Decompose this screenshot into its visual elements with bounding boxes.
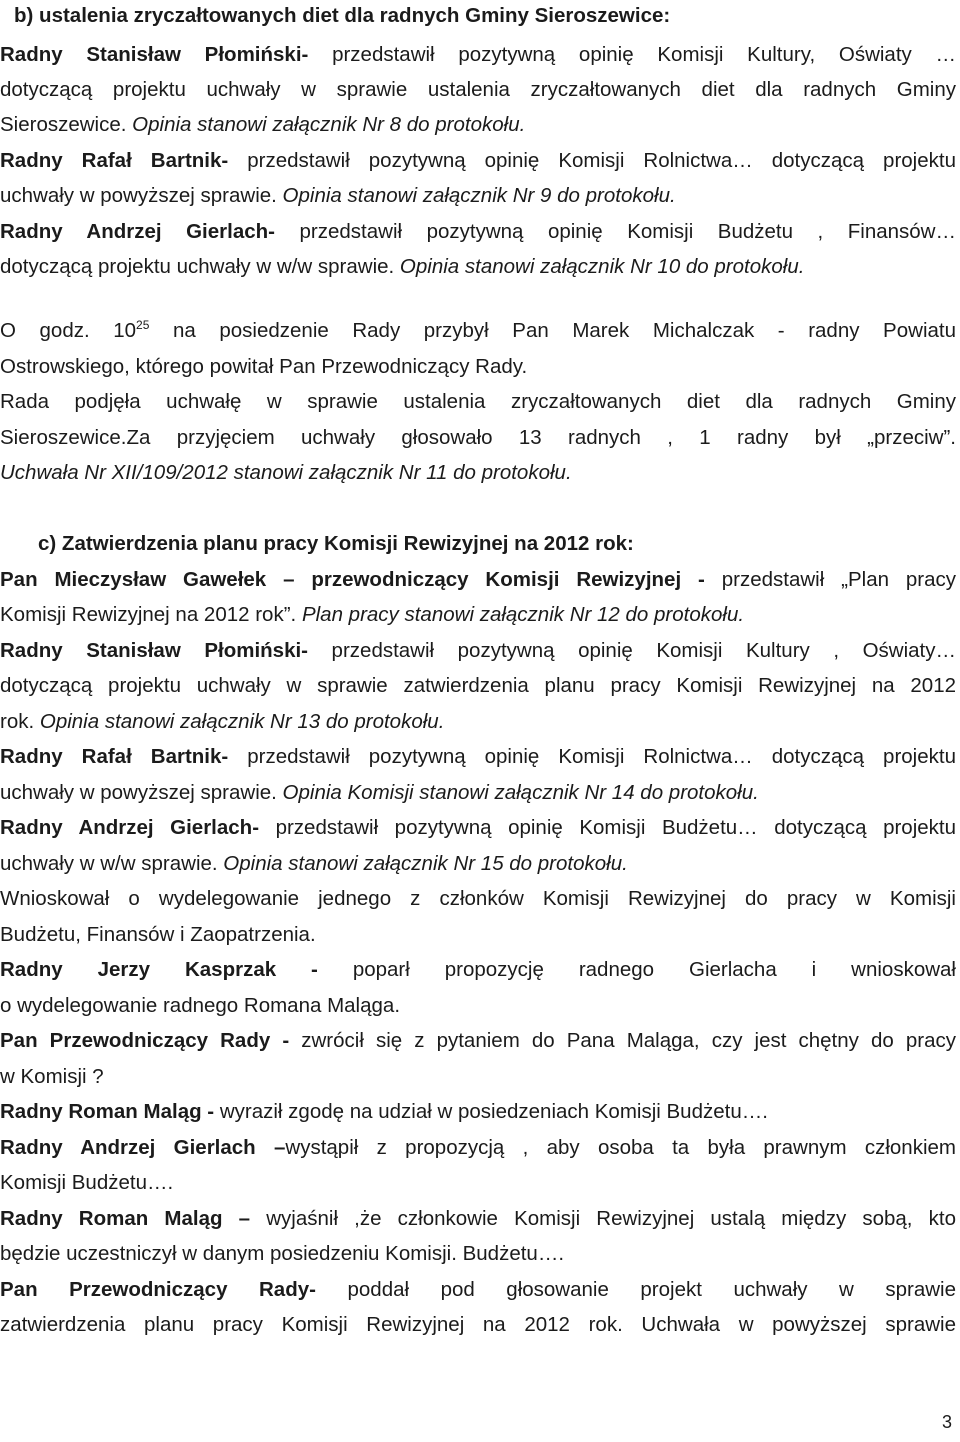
attachment-note: Opinia stanowi załącznik Nr 8 do protokołu.: [132, 113, 526, 136]
section-b-p3-line1: Radny Andrzej Gierlach- przedstawił pozytywną opinię Komisji Budżetu , Finansów…: [0, 220, 956, 243]
section-c-p7-line1: Pan Przewodniczący Rady - zwrócił się z pytaniem do Pana Maląga, czy jest chętny do pracy: [0, 1029, 957, 1052]
section-c-p4-line1: Radny Andrzej Gierlach- przedstawił pozytywną opinię Komisji Budżetu… dotyczącą projektu: [0, 816, 956, 839]
section-c-p6-line1: Radny Jerzy Kasprzak - poparł propozycję radnego Gierlacha i wnioskował: [0, 958, 956, 981]
section-b-p1-line2: dotyczącą projektu uchwały w sprawie ustalenia zryczałtowanych diet dla radnych Gminy: [0, 78, 956, 101]
attachment-note: Opinia stanowi załącznik Nr 15 do protokołu.: [223, 852, 628, 875]
attachment-note: Plan pracy stanowi załącznik Nr 12 do protokołu.: [301, 603, 745, 626]
speaker-name: Pan Mieczysław Gawełek – przewodniczący Komisji Rewizyjnej -: [0, 568, 705, 591]
time-superscript: 25: [136, 318, 150, 332]
speaker-name: Radny Andrzej Gierlach-: [0, 220, 275, 243]
speaker-name: Radny Roman Maląg -: [0, 1100, 215, 1123]
section-c-p3-line1: Radny Rafał Bartnik- przedstawił pozytywną opinię Komisji Rolnictwa… dotyczącą projektu: [0, 745, 956, 768]
section-c-p11-line2: zatwierdzenia planu pracy Komisji Rewizyjnej na 2012 rok. Uchwała w powyższej sprawie: [0, 1313, 956, 1336]
speaker-name: Radny Stanisław Płomiński-: [0, 639, 308, 662]
attachment-note: Opinia stanowi załącznik Nr 13 do protokołu.: [39, 710, 445, 733]
speaker-name: Radny Stanisław Płomiński-: [0, 43, 309, 66]
section-c-p11-line1: Pan Przewodniczący Rady- poddał pod głosowanie projekt uchwały w sprawie: [0, 1278, 956, 1301]
speaker-name: Radny Rafał Bartnik-: [0, 745, 229, 768]
section-c-p8-line1: Radny Roman Maląg - wyraził zgodę na udział w posiedzeniach Komisji Budżetu….: [0, 1100, 768, 1123]
section-c-p6-line2: o wydelegowanie radnego Romana Maląga.: [0, 994, 401, 1017]
speaker-name: Radny Rafał Bartnik-: [0, 149, 229, 172]
section-c-heading: c) Zatwierdzenia planu pracy Komisji Rewizyjnej na 2012 rok:: [38, 532, 634, 555]
section-c-p10-line2: będzie uczestniczył w danym posiedzeniu Komisji. Budżetu….: [0, 1242, 565, 1265]
section-b-p2-line1: Radny Rafał Bartnik- przedstawił pozytywną opinię Komisji Rolnictwa… dotyczącą projektu: [0, 149, 956, 172]
section-c-p9-line2: Komisji Budżetu….: [0, 1171, 174, 1194]
section-b-p2-line2: uchwały w powyższej sprawie. Opinia stanowi załącznik Nr 9 do protokołu.: [0, 184, 676, 207]
section-c-p5-line1: Wnioskował o wydelegowanie jednego z członków Komisji Rewizyjnej do pracy w Komisji: [0, 887, 956, 910]
section-b-p1-line1: Radny Stanisław Płomiński- przedstawił pozytywną opinię Komisji Kultury, Oświaty …: [0, 43, 957, 66]
section-c-p2-line2: dotyczącą projektu uchwały w sprawie zatwierdzenia planu pracy Komisji Rewizyjnej na 2012: [0, 674, 956, 697]
attachment-note: Opinia stanowi załącznik Nr 10 do protokołu.: [399, 255, 805, 278]
section-c-p5-line2: Budżetu, Finansów i Zaopatrzenia.: [0, 923, 316, 946]
section-b-p5-line1: Rada podjęła uchwałę w sprawie ustalenia zryczałtowanych diet dla radnych Gminy: [0, 390, 956, 413]
page-number: 3: [941, 1412, 952, 1432]
section-c-p10-line1: Radny Roman Maląg – wyjaśnił ,że członkowie Komisji Rewizyjnej ustalą między sobą, kto: [0, 1207, 956, 1230]
speaker-name: Radny Andrzej Gierlach –: [0, 1136, 286, 1159]
section-b-p4-line1: O godz. $10^{25}$ na posiedzenie Rady przybył Pan Marek Michalczak - radny Powiatu: [0, 318, 956, 342]
section-c-p2-line3: rok. Opinia stanowi załącznik Nr 13 do protokołu.: [0, 710, 445, 733]
section-c-p2-line1: Radny Stanisław Płomiński- przedstawił pozytywną opinię Komisji Kultury , Oświaty…: [0, 639, 956, 662]
speaker-name: Radny Jerzy Kasprzak -: [0, 958, 318, 981]
section-c-p9-line1: Radny Andrzej Gierlach –wystąpił z propozycją , aby osoba ta była prawnym członkiem: [0, 1136, 956, 1159]
speaker-name: Pan Przewodniczący Rady-: [0, 1278, 316, 1301]
section-c-p4-line2: uchwały w w/w sprawie. Opinia stanowi załącznik Nr 15 do protokołu.: [0, 852, 628, 875]
section-c-p1-line2: Komisji Rewizyjnej na 2012 rok”. Plan pracy stanowi załącznik Nr 12 do protokołu.: [0, 603, 745, 626]
section-b-heading: b) ustalenia zryczałtowanych diet dla radnych Gminy Sieroszewice:: [14, 4, 671, 27]
attachment-note: Opinia Komisji stanowi załącznik Nr 14 do protokołu.: [282, 781, 759, 804]
section-b-p5-line2: Sieroszewice.Za przyjęciem uchwały głosowało 13 radnych , 1 radny był „przeciw”.: [0, 426, 956, 449]
section-c-p7-line2: w Komisji ?: [0, 1065, 104, 1088]
section-c-p3-line2: uchwały w powyższej sprawie. Opinia Komisji stanowi załącznik Nr 14 do protokołu.: [0, 781, 759, 804]
resolution-note: Uchwała Nr XII/109/2012 stanowi załącznik Nr 11 do protokołu.: [0, 461, 572, 484]
attachment-note: Opinia stanowi załącznik Nr 9 do protokołu.: [282, 184, 676, 207]
section-b-p3-line2: dotyczącą projektu uchwały w w/w sprawie. Opinia stanowi załącznik Nr 10 do protokołu.: [0, 255, 805, 278]
speaker-name: Radny Roman Maląg –: [0, 1207, 251, 1230]
section-b-p4-line2: Ostrowskiego, którego powitał Pan Przewodniczący Rady.: [0, 355, 528, 378]
section-c-p1-line1: Pan Mieczysław Gawełek – przewodniczący Komisji Rewizyjnej - przedstawił „Plan pracy: [0, 568, 956, 591]
section-b-p1-line3: Sieroszewice. Opinia stanowi załącznik Nr 8 do protokołu.: [0, 113, 526, 136]
speaker-name: Radny Andrzej Gierlach-: [0, 816, 260, 839]
speaker-name: Pan Przewodniczący Rady -: [0, 1029, 290, 1052]
